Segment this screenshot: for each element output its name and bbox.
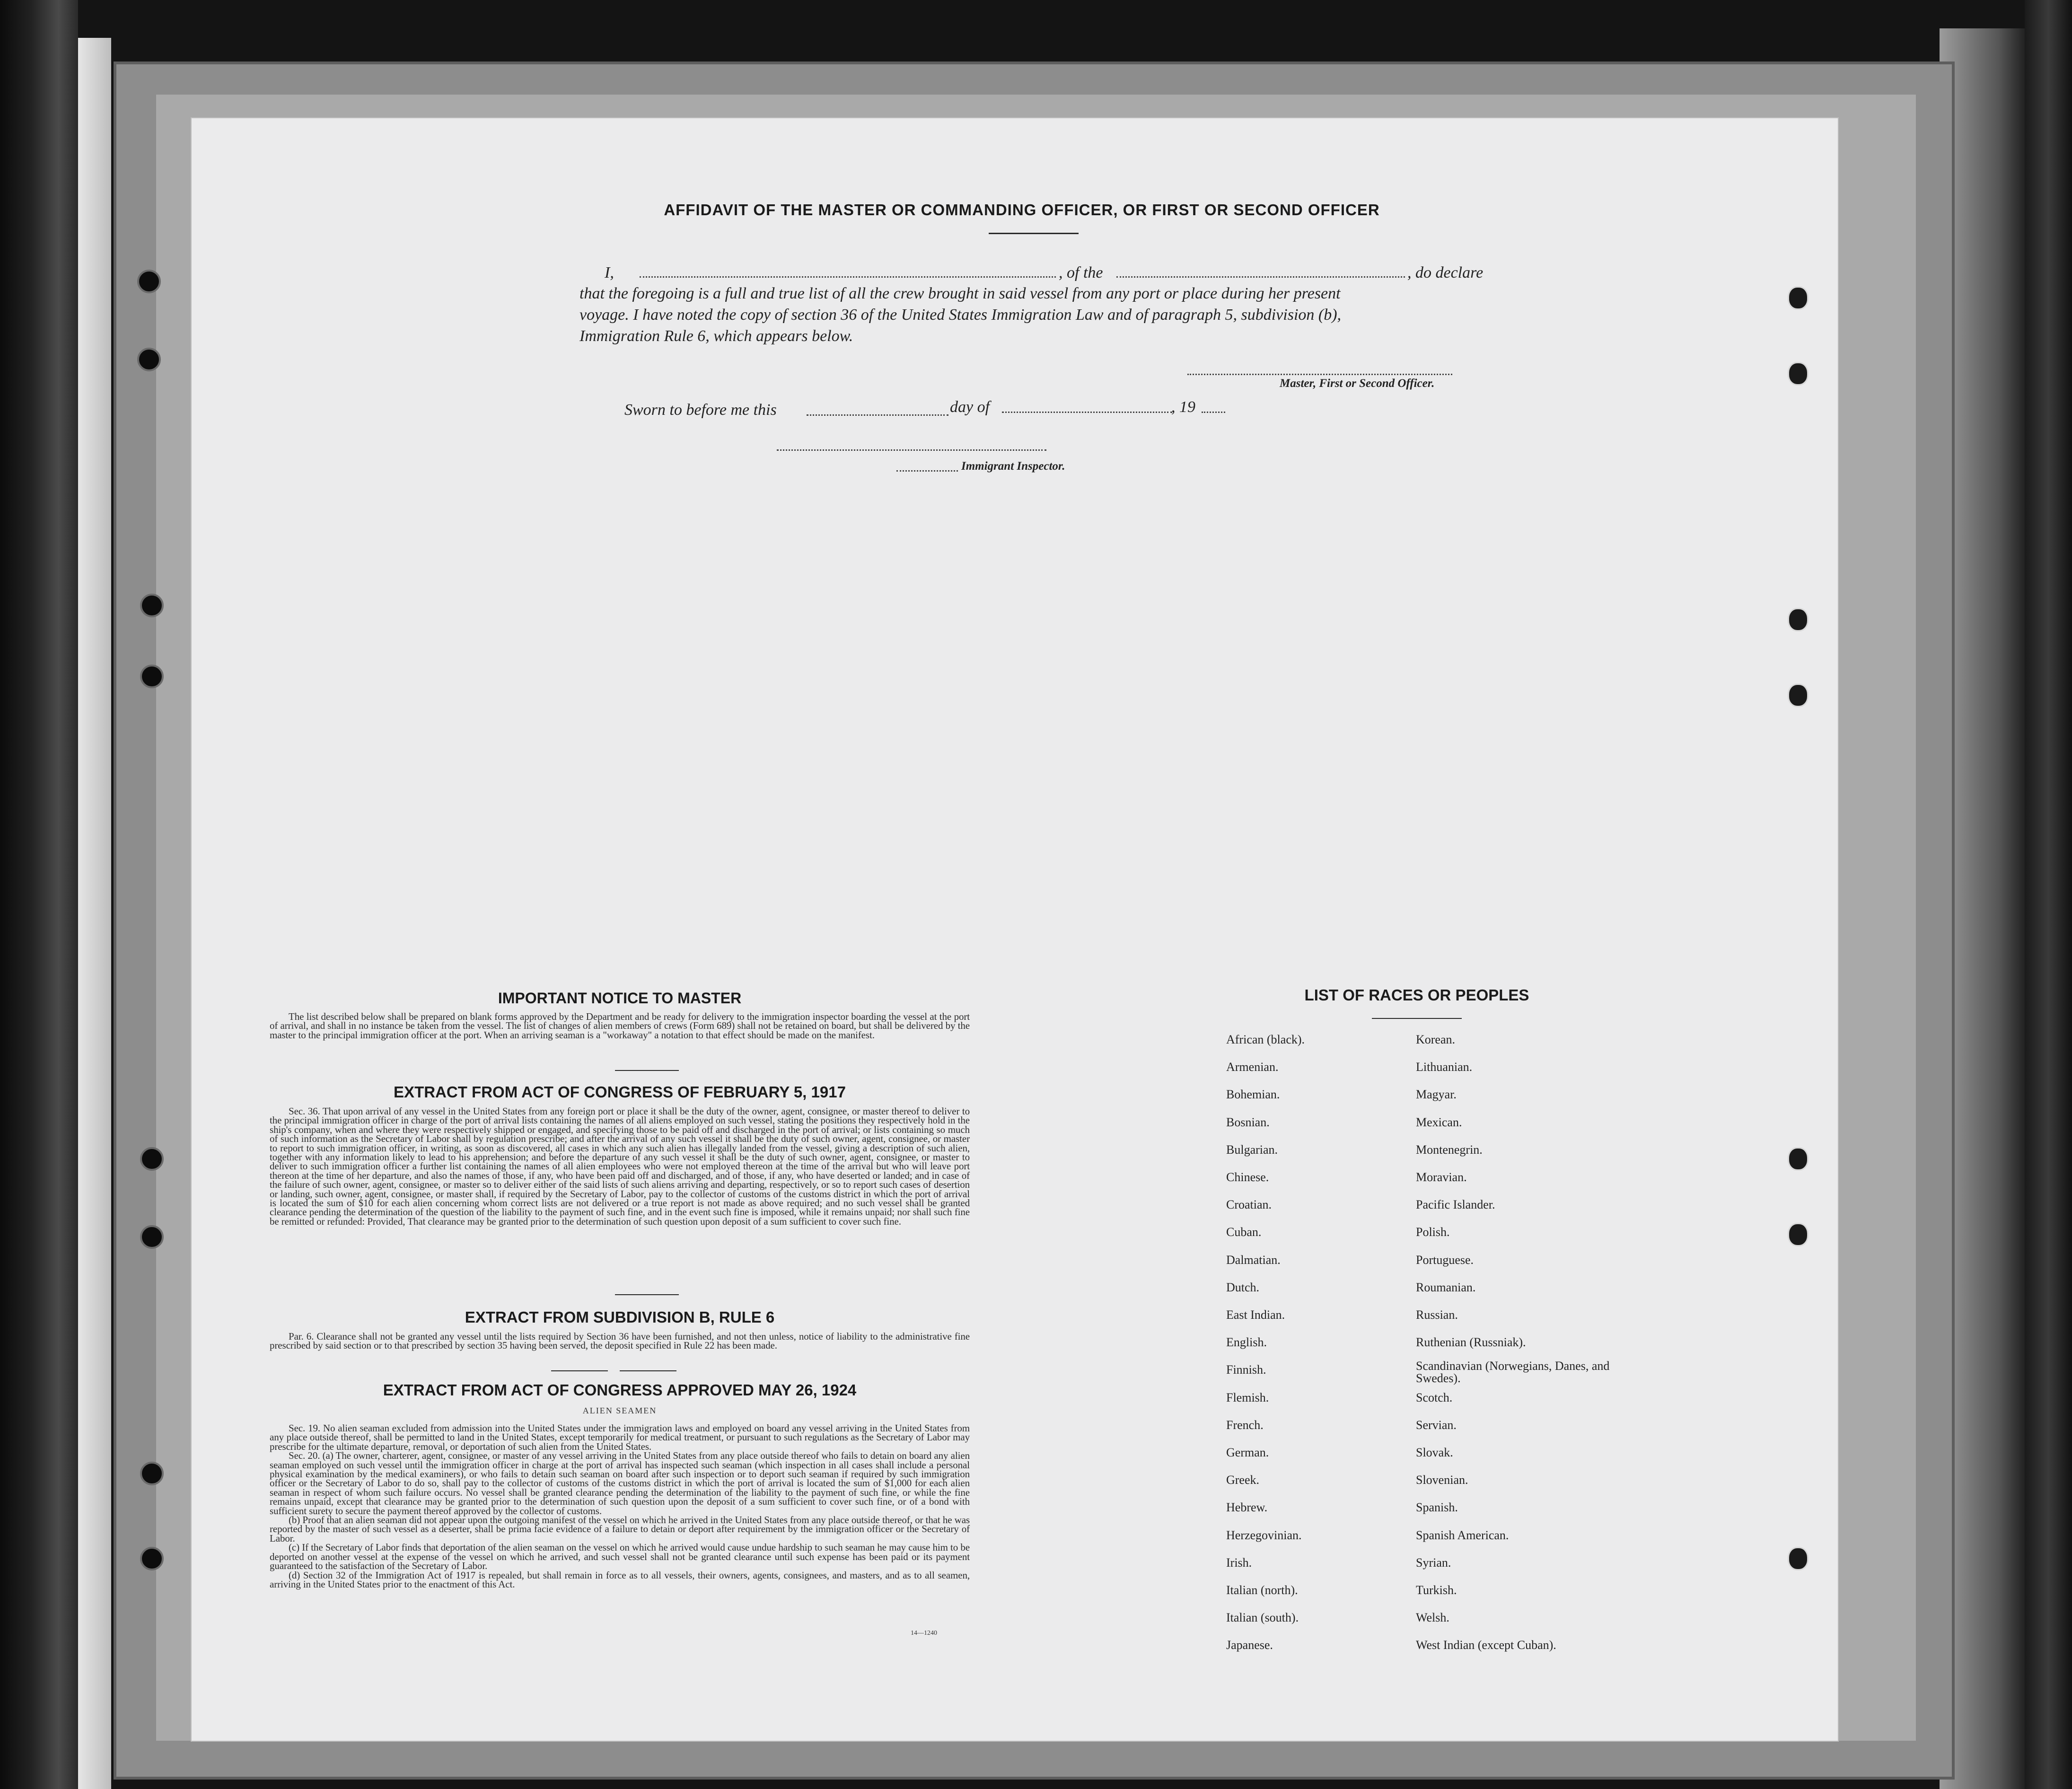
vessel-name-field[interactable] xyxy=(1116,276,1405,278)
affidavit-of-the-label: , of the xyxy=(1059,264,1103,281)
signature-caption: Master, First or Second Officer. xyxy=(1280,377,1435,390)
race-left-item: Cuban. xyxy=(1226,1225,1262,1239)
page-hole xyxy=(1788,362,1809,386)
race-right-item: Spanish American. xyxy=(1416,1528,1509,1542)
binder-hole xyxy=(140,1462,164,1485)
race-left-item: African (black). xyxy=(1226,1033,1305,1046)
binder-hole xyxy=(140,1225,164,1249)
sworn-label: Sworn to before me this xyxy=(624,401,777,419)
extract-rule6-body xyxy=(270,1332,970,1351)
binder-hole xyxy=(140,665,164,688)
race-left-item: Croatian. xyxy=(1226,1198,1272,1212)
race-right-item: Moravian. xyxy=(1416,1170,1467,1184)
race-left-item: French. xyxy=(1226,1418,1264,1432)
binder-hole xyxy=(140,594,164,617)
race-right-item: Scandinavian (Norwegians, Danes, and Swedes). xyxy=(1416,1359,1610,1386)
race-left-item: Dutch. xyxy=(1226,1280,1260,1294)
sworn-day-field-line[interactable] xyxy=(807,414,948,416)
race-right-item: Portuguese. xyxy=(1416,1253,1474,1267)
form-number: 14—1240 xyxy=(911,1630,937,1637)
notice-body xyxy=(270,1012,970,1040)
race-left-item: Greek. xyxy=(1226,1473,1260,1487)
races-title: LIST OF RACES OR PEOPLES xyxy=(1304,986,1529,1004)
page-hole xyxy=(1788,608,1809,631)
affidavit-body-line-1: that the foregoing is a full and true list of all the crew brought in said vessel from any port or place during her present xyxy=(579,285,1341,302)
sworn-month-field[interactable] xyxy=(1002,412,1172,413)
binder-hole xyxy=(137,348,161,371)
binder-hole xyxy=(140,1547,164,1570)
alien-seamen-subtitle: ALIEN SEAMEN xyxy=(582,1406,657,1415)
section-divider xyxy=(615,1070,679,1071)
race-right-item: Welsh. xyxy=(1416,1611,1449,1625)
binder-hole xyxy=(137,270,161,293)
race-right-item: Korean. xyxy=(1416,1033,1456,1046)
officer-signature-field[interactable] xyxy=(1187,374,1452,375)
race-left-item: Herzegovinian. xyxy=(1226,1528,1302,1542)
section-divider xyxy=(551,1370,608,1371)
page-hole xyxy=(1788,1547,1809,1570)
extract-1917-paragraph: Sec. 36. That upon arrival of any vessel in the United States from any foreign port or place it shall be the duty of the owner, agent, consignee, or master thereof to deliver to the principal immigration officer in charge of the port of arrival lists containing the names of all aliens employed on such vessel, stating the positions they respectively hold in the ship's company, when and where they were respectively shipped or engaged, and specifying those to be paid off and discharged in the port of arrival; or lists containing so much of such information as the Secretary of Labor shall by regulation prescribe; and after the arrival of any such vessel it shall be the duty of such owner, agent, consignee, or master to report to such immigration officer, in writing, as soon as discovered, all cases in which any such alien has illegally landed from the vessel, giving a description of such alien, together with any information likely to lead to his apprehension; and before the departure of any such vessel it shall be the duty of such owner, agent, consignee, or master to deliver to such immigration officer a further list containing the names of all alien employees who were not employed thereon at the time of the arrival but who will leave port thereon at the time of her departure, and also the names of those, if any, who have been paid off and discharged, and of those, if any, who have deserted or landed; and in case of the failure of such owner, agent, consignee, or master so to deliver either of the said lists of such aliens arriving and departing, respectively, or so to report such cases of desertion or landing, such owner, agent, consignee, or master shall, if required by the Secretary of Labor, pay to the collector of customs of the customs district in which the port of arrival is located the sum of $10 for each alien concerning whom correct lists are not delivered or a true report is not made as above required; and no such vessel shall be granted clearance pending the determination of the question of the liability to the payment of such fine, and in the event such fine is imposed, while it remains unpaid; nor shall such fine be remitted or refunded: Provided, That clearance may be granted prior to the determination of such question upon deposit of a sum sufficient to cover such fine. xyxy=(270,1105,970,1227)
inspector-signature-field[interactable] xyxy=(777,449,1046,451)
extract-1924-section-20b: (b) Proof that an alien seaman did not appear upon the outgoing manifest of the vessel on which he arrived in the United States from any place outside thereof, or that he was reported by the master of such vessel as a deserter, shall be prima facie evidence of a failure to detain or deport after requirement by the immigration officer or the Secretary of Labor. xyxy=(270,1514,970,1544)
race-left-item: Chinese. xyxy=(1226,1170,1269,1184)
page-hole xyxy=(1788,1147,1809,1171)
inspector-name-field[interactable] xyxy=(896,470,958,472)
extract-1924-section-20c: (c) If the Secretary of Labor finds that deportation of the alien seaman on the vessel on which he arrived would cause undue hardship to such seaman he may cause him to be deported on another vessel at the expense of the vessel on which he arrived, and such vessel shall not be granted clearance until such expense has been paid or its payment guaranteed to the satisfaction of the Secretary of Labor. xyxy=(270,1542,970,1572)
race-left-item: Italian (south). xyxy=(1226,1611,1299,1625)
race-right-item: Russian. xyxy=(1416,1308,1458,1322)
race-right-item: Ruthenian (Russniak). xyxy=(1416,1335,1526,1350)
page-stack-left xyxy=(78,38,111,1789)
extract-1924-section-19: Sec. 19. No alien seaman excluded from admission into the United States under the immigration laws and employed on board any vessel arriving in the United States from any place outside thereof, shall be permitted to land in the United States, except temporarily for medical treatment, or pursuant to such regulations as the Secretary of Labor may prescribe for the ultimate departure, removal, or deportation of such alien from the United States. xyxy=(270,1422,970,1452)
extract-1917-title: EXTRACT FROM ACT OF CONGRESS OF FEBRUARY 5, 1917 xyxy=(394,1083,846,1101)
race-right-item: Slovenian. xyxy=(1416,1473,1468,1487)
title-underline xyxy=(989,233,1079,234)
affidavit-body-line-2: voyage. I have noted the copy of section 36 of the United States Immigration Law and of paragraph 5, subdivision (b), xyxy=(579,306,1342,324)
race-left-item: German. xyxy=(1226,1446,1269,1459)
race-right-item: Turkish. xyxy=(1416,1583,1457,1597)
race-left-item: Flemish. xyxy=(1226,1390,1269,1404)
page-hole xyxy=(1788,684,1809,707)
race-left-item: Bohemian. xyxy=(1226,1087,1280,1102)
notice-paragraph: The list described below shall be prepared on blank forms approved by the Department and be ready for delivery to the immigration inspector boarding the vessel at the port of arrival, and shall in no instance be taken from the vessel. The list of changes of alien members of crews (Form 689) shall not be retained on board, but shall be delivered by the master to the principal immigration officer at the port. When an arriving seaman is a "workaway" a notation to that effect should be made on the manifest. xyxy=(270,1011,970,1041)
race-right-item: Lithuanian. xyxy=(1416,1060,1473,1074)
race-right-item: Montenegrin. xyxy=(1416,1142,1483,1157)
race-right-item: Mexican. xyxy=(1416,1115,1462,1129)
race-left-item: Italian (north). xyxy=(1226,1583,1298,1597)
affidavit-title: AFFIDAVIT OF THE MASTER OR COMMANDING OFFICER, OR FIRST OR SECOND OFFICER xyxy=(664,201,1380,219)
binder-right-edge xyxy=(2025,0,2072,1789)
race-right-item: Polish. xyxy=(1416,1225,1450,1239)
extract-1924-title: EXTRACT FROM ACT OF CONGRESS APPROVED MAY 26, 1924 xyxy=(383,1381,857,1399)
race-right-item: West Indian (except Cuban). xyxy=(1416,1638,1556,1652)
race-left-item: Japanese. xyxy=(1226,1638,1273,1652)
extract-rule6-title: EXTRACT FROM SUBDIVISION B, RULE 6 xyxy=(465,1308,775,1326)
page-hole xyxy=(1788,1223,1809,1246)
binder-left-edge xyxy=(0,0,78,1789)
section-divider xyxy=(615,1294,679,1295)
page-hole xyxy=(1788,286,1809,310)
race-left-item: Bulgarian. xyxy=(1226,1142,1278,1157)
race-left-item: English. xyxy=(1226,1335,1267,1350)
day-of-label: day of xyxy=(950,398,990,416)
extract-rule6-paragraph: Par. 6. Clearance shall not be granted any vessel until the lists required by Section 36 have been furnished, and not then unless, notice of liability to the administrative fine prescribed by said section or to that prescribed by section 35 having been served, the deposit specified in Rule 22 has been made. xyxy=(270,1331,970,1351)
race-left-item: Dalmatian. xyxy=(1226,1253,1281,1267)
section-divider xyxy=(620,1370,676,1371)
affidavit-declare-label: , do declare xyxy=(1407,264,1484,281)
race-right-item: Magyar. xyxy=(1416,1087,1457,1102)
race-left-item: East Indian. xyxy=(1226,1308,1285,1322)
race-right-item: Syrian. xyxy=(1416,1555,1451,1570)
notice-title: IMPORTANT NOTICE TO MASTER xyxy=(498,990,742,1007)
race-left-item: Hebrew. xyxy=(1226,1500,1268,1515)
sworn-year-field[interactable] xyxy=(1202,412,1225,413)
race-left-item: Bosnian. xyxy=(1226,1115,1270,1129)
race-right-item: Slovak. xyxy=(1416,1446,1453,1459)
affidavit-body-line-3: Immigration Rule 6, which appears below. xyxy=(579,327,853,345)
race-right-item: Spanish. xyxy=(1416,1500,1458,1515)
race-right-item: Servian. xyxy=(1416,1418,1457,1432)
race-right-item: Scotch. xyxy=(1416,1390,1453,1404)
binder-hole xyxy=(140,1147,164,1171)
race-left-item: Finnish. xyxy=(1226,1363,1266,1377)
year-label: , 19 xyxy=(1171,398,1195,416)
master-name-field[interactable] xyxy=(640,276,1056,278)
affidavit-i-label: I, xyxy=(605,264,614,281)
race-left-item: Irish. xyxy=(1226,1555,1252,1570)
extract-1924-body xyxy=(270,1424,970,1589)
inspector-caption: Immigrant Inspector. xyxy=(961,460,1065,473)
race-right-item: Roumanian. xyxy=(1416,1280,1476,1294)
extract-1924-section-20d: (d) Section 32 of the Immigration Act of 1917 is repealed, but shall remain in force as to all vessels, their owners, agents, consignees, and masters, and as to all seamen, arriving in the United States prior to the enactment of this Act. xyxy=(270,1569,970,1590)
extract-1917-body xyxy=(270,1107,970,1226)
extract-1924-section-20a: Sec. 20. (a) The owner, charterer, agent, consignee, or master of any vessel arriving in the United States from any place outside thereof who fails to detain on board any alien seaman employed on such vessel until the immigration officer in charge at the port of arrival has inspected such seaman (which inspection in all cases shall include a personal physical examination by the medical examiners), or who fails to detain such seaman on board after such inspection or to deport such seaman if required by such immigration officer or the Secretary of Labor to do so, shall pay to the collector of customs of the customs district in which the port of arrival is located the sum of $1,000 for each alien seaman in respect of whom such failure occurs. No vessel shall be granted clearance pending the determination of the liability to the payment of such fine, or while the fine remains unpaid, except that clearance may be granted prior to the determination of such question upon the deposit of a sum sufficient to cover such fine, or of a bond with sufficient surety to secure the payment thereof approved by the collector of customs. xyxy=(270,1450,970,1517)
races-title-underline xyxy=(1372,1018,1462,1019)
race-left-item: Armenian. xyxy=(1226,1060,1279,1074)
race-right-item: Pacific Islander. xyxy=(1416,1198,1495,1212)
